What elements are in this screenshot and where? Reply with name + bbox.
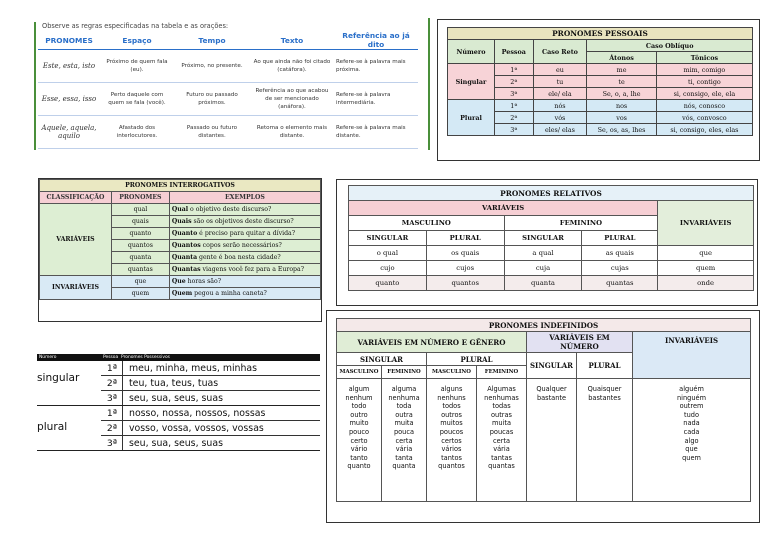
list-item: todas xyxy=(492,402,511,411)
table-cell: qual xyxy=(111,204,169,216)
person-cell: 2ª xyxy=(102,376,123,391)
table-cell: Ao que ainda não foi citado (catáfora). xyxy=(250,50,334,83)
table-cell: onde xyxy=(658,276,754,291)
header-cell: FEMININO xyxy=(504,216,658,231)
table-cell: nos xyxy=(587,100,656,112)
header-cell: Referência ao já dito xyxy=(334,31,418,50)
example-pronoun: Quais xyxy=(171,218,192,225)
table-cell: Próximo, no presente. xyxy=(174,50,250,83)
table-cell: Futuro ou passado próximos. xyxy=(174,83,250,116)
example-text: copos serão necessários? xyxy=(200,242,282,249)
table-cell: me xyxy=(587,64,656,76)
table-cell: quantas xyxy=(111,264,169,276)
table-cell: Se, os, as, lhes xyxy=(587,124,656,136)
header-cell: Átonos xyxy=(587,52,656,64)
list-cell xyxy=(337,379,382,502)
table-row xyxy=(37,421,320,436)
list-item: poucas xyxy=(489,427,514,436)
header-cell: Número xyxy=(448,40,495,64)
table-cell: tu xyxy=(533,76,587,88)
header-cell: Pessoa xyxy=(495,40,534,64)
example-text: horas são? xyxy=(185,278,222,285)
list-item: alguém xyxy=(679,385,704,393)
table-cell: si, consigo, ele, ela xyxy=(656,88,752,100)
list-item: Quaisquer xyxy=(587,385,622,393)
list-item: quem xyxy=(682,453,701,462)
table-cell: os quais xyxy=(426,246,504,261)
list-item: outro xyxy=(350,410,368,419)
list-item: bastante xyxy=(536,393,567,402)
header-cell: PRONOMES xyxy=(38,31,100,50)
header-cell: VARIÁVEIS EM NÚMERO E GÊNERO xyxy=(337,332,527,353)
table-cell: quais xyxy=(111,216,169,228)
list-item: outros xyxy=(441,410,462,419)
header-cell: INVARIÁVEIS xyxy=(633,332,751,379)
table-cell: 3ª xyxy=(495,124,534,136)
list-item: outra xyxy=(395,410,413,419)
table-cell: vós, convosco xyxy=(656,112,752,124)
list-item: toda xyxy=(396,402,412,411)
header-cell: INVARIÁVEIS xyxy=(658,201,754,246)
list-item: vária xyxy=(493,445,510,454)
group-label: singular xyxy=(37,372,80,384)
list-item: nenhum xyxy=(345,393,373,402)
list-item: nenhuma xyxy=(388,393,420,402)
example-pronoun: Quanta xyxy=(171,254,198,261)
header-cell: Caso Reto xyxy=(533,40,587,64)
forms-cell: seu, sua, seus, suas xyxy=(129,393,223,404)
table-cell: quantos xyxy=(111,240,169,252)
relativos-table xyxy=(348,185,754,291)
person-cell: 3ª xyxy=(102,391,123,406)
table-row xyxy=(37,406,320,421)
example-pronoun: Qual xyxy=(171,206,189,213)
table-cell: cujas xyxy=(582,261,658,276)
interrogativos-title: PRONOMES INTERROGATIVOS xyxy=(40,180,321,192)
table-row xyxy=(38,116,418,149)
table-row xyxy=(349,261,754,276)
list-item: outrem xyxy=(679,402,704,411)
header-cell: FEMININO xyxy=(477,366,527,379)
list-item: cada xyxy=(683,427,700,436)
table-cell: cujo xyxy=(349,261,427,276)
list-item: quanta xyxy=(392,462,416,471)
interrogativos-panel xyxy=(38,178,322,322)
list-item: tantos xyxy=(441,453,462,462)
example-cell xyxy=(169,288,320,300)
example-cell xyxy=(169,216,320,228)
table-cell: ele/ ela xyxy=(533,88,587,100)
table-cell: vos xyxy=(587,112,656,124)
person-cell: 3ª xyxy=(102,436,123,451)
header-cell: Tempo xyxy=(174,31,250,50)
table-cell: Perto daquele com quem se fala (você). xyxy=(100,83,174,116)
table-cell: cuja xyxy=(504,261,582,276)
table-row xyxy=(40,276,321,288)
table-cell: Retoma o elemento mais distante. xyxy=(250,116,334,149)
list-item: muitos xyxy=(440,419,463,428)
table-cell: eu xyxy=(533,64,587,76)
pronoun-cell: Aquele, aquela, aquilo xyxy=(38,116,100,149)
header-cell: SINGULAR xyxy=(504,231,582,246)
table-row xyxy=(40,204,321,216)
example-pronoun: Quantas xyxy=(171,266,201,273)
table-row xyxy=(349,276,754,291)
header-cell: Caso Oblíquo xyxy=(587,40,753,52)
table-cell: ti, contigo xyxy=(656,76,752,88)
table-row xyxy=(38,83,418,116)
person-cell: 2ª xyxy=(102,421,123,436)
list-item: vários xyxy=(441,445,462,454)
example-cell xyxy=(169,240,320,252)
group-label: Plural xyxy=(448,100,495,136)
table-cell: quanta xyxy=(111,252,169,264)
list-item: pouca xyxy=(393,427,415,436)
table-cell: quantas xyxy=(582,276,658,291)
list-item: quanto xyxy=(347,462,371,471)
list-item: quantas xyxy=(488,462,515,471)
list-item: algum xyxy=(348,385,370,393)
table-cell: Referência ao que acabou de ser mencionado (anáfora). xyxy=(250,83,334,116)
table-cell: Próximo de quem fala (eu). xyxy=(100,50,174,83)
list-item: vário xyxy=(350,445,368,454)
header-cell: SINGULAR xyxy=(527,353,577,379)
header-cell: VARIÁVEIS EM NÚMERO xyxy=(527,332,633,353)
list-item: nenhumas xyxy=(484,393,519,402)
list-cell xyxy=(527,379,577,502)
table-cell: Refere-se à palavra mais distante. xyxy=(334,116,418,149)
table-cell: 1ª xyxy=(495,64,534,76)
list-item: tudo xyxy=(684,410,699,419)
example-text: gente é boa nesta cidade? xyxy=(197,254,281,261)
header-cell: PLURAL xyxy=(582,231,658,246)
table-cell: 2ª xyxy=(495,76,534,88)
table-cell: o qual xyxy=(349,246,427,261)
list-item: Algumas xyxy=(487,385,516,393)
possessivos-header xyxy=(37,354,320,361)
example-pronoun: Quanto xyxy=(171,230,198,237)
header-cell: EXEMPLOS xyxy=(169,192,320,204)
table-cell: quem xyxy=(658,261,754,276)
demonstrativos-table xyxy=(38,31,418,149)
list-item: alguma xyxy=(391,385,417,393)
pronoun-cell: Esse, essa, isso xyxy=(38,83,100,116)
example-text: pegou a minha caneta? xyxy=(192,290,267,297)
table-cell: 2ª xyxy=(495,112,534,124)
list-item: Qualquer xyxy=(536,385,567,393)
list-item: certo xyxy=(350,436,368,445)
list-cell xyxy=(427,379,477,502)
table-cell: 3ª xyxy=(495,88,534,100)
example-pronoun: Quem xyxy=(171,290,193,297)
table-cell: cujos xyxy=(426,261,504,276)
list-cell xyxy=(477,379,527,502)
header-cell: PLURAL xyxy=(426,231,504,246)
header-cell: FEMININO xyxy=(382,366,427,379)
table-cell: a qual xyxy=(504,246,582,261)
list-item: tantas xyxy=(491,453,512,462)
list-item: muito xyxy=(349,419,369,428)
list-item: tanta xyxy=(395,453,413,462)
table-row xyxy=(37,372,320,391)
table-cell: que xyxy=(111,276,169,288)
forms-cell: vosso, vossa, vossos, vossas xyxy=(129,423,264,434)
person-cell: 1ª xyxy=(102,361,123,376)
table-row xyxy=(349,246,754,261)
example-pronoun: Quantos xyxy=(171,242,201,249)
table-cell: nós, conosco xyxy=(656,100,752,112)
table-cell: Afastado dos interlocutores. xyxy=(100,116,174,149)
table-row xyxy=(37,391,320,406)
group-label: VARIÁVEIS xyxy=(40,204,112,276)
possessivos-panel xyxy=(37,354,320,451)
list-item: muita xyxy=(491,419,512,428)
demonstrativos-panel xyxy=(38,22,424,149)
header-cell: CLASSIFICAÇÃO xyxy=(40,192,112,204)
list-item: bastantes xyxy=(588,393,621,402)
list-item: pouco xyxy=(348,427,370,436)
example-cell xyxy=(169,276,320,288)
example-cell xyxy=(169,228,320,240)
example-text: é preciso para quitar a dívida? xyxy=(197,230,296,237)
list-cell xyxy=(633,379,751,502)
table-cell: quem xyxy=(111,288,169,300)
demonstrativos-intro: Observe as regras especificadas na tabela e as orações: xyxy=(42,22,229,30)
table-cell: Se, o, a, lhe xyxy=(587,88,656,100)
list-item: certos xyxy=(441,436,462,445)
list-item: nenhuns xyxy=(437,393,466,402)
table-row xyxy=(448,64,753,76)
group-label: Singular xyxy=(448,64,495,100)
table-cell: quanto xyxy=(111,228,169,240)
table-cell: vós xyxy=(533,112,587,124)
table-cell: si, consigo, eles, elas xyxy=(656,124,752,136)
pessoais-title: PRONOMES PESSOAIS xyxy=(448,28,753,40)
person-cell: 1ª xyxy=(102,406,123,421)
forms-cell: seu, sua, seus, suas xyxy=(129,438,223,449)
example-cell xyxy=(169,264,320,276)
header-cell: PLURAL xyxy=(577,353,633,379)
header-cell: PRONOMES xyxy=(111,192,169,204)
interrogativos-table xyxy=(39,179,321,300)
list-item: vária xyxy=(395,445,413,454)
list-item: outras xyxy=(491,410,512,419)
table-cell: que xyxy=(658,246,754,261)
header-cell: Texto xyxy=(250,31,334,50)
list-item: que xyxy=(685,445,698,454)
example-pronoun: Que xyxy=(171,278,186,285)
table-cell: as quais xyxy=(582,246,658,261)
table-cell: Refere-se à palavra intermediária. xyxy=(334,83,418,116)
list-item: quantos xyxy=(438,462,465,471)
example-text: o objetivo deste discurso? xyxy=(188,206,272,213)
list-item: todos xyxy=(442,402,461,411)
relativos-panel xyxy=(336,179,758,306)
list-item: ninguém xyxy=(676,393,707,402)
header-cell: MASCULINO xyxy=(349,216,505,231)
divider-line xyxy=(34,22,36,150)
list-cell xyxy=(577,379,633,502)
pronoun-cell: Este, esta, isto xyxy=(38,50,100,83)
header-cell: Número xyxy=(39,355,57,360)
table-cell: Refere-se à palavra mais próxima. xyxy=(334,50,418,83)
table-row xyxy=(37,436,320,451)
indefinidos-title: PRONOMES INDEFINIDOS xyxy=(337,319,751,332)
pessoais-panel xyxy=(437,19,760,161)
list-item: certa xyxy=(492,436,511,445)
header-cell: VARIÁVEIS xyxy=(349,201,658,216)
list-cell xyxy=(382,379,427,502)
table-row xyxy=(337,379,751,502)
forms-cell: meu, minha, meus, minhas xyxy=(129,363,258,374)
header-cell: Tônicos xyxy=(656,52,752,64)
group-label: plural xyxy=(37,421,68,433)
list-item: muita xyxy=(394,419,414,428)
table-row xyxy=(37,361,320,376)
group-label: INVARIÁVEIS xyxy=(40,276,112,300)
list-item: tanto xyxy=(350,453,368,462)
forms-cell: nosso, nossa, nossos, nossas xyxy=(129,408,266,419)
example-text: viagens você fez para a Europa? xyxy=(200,266,305,273)
example-cell xyxy=(169,204,320,216)
list-item: nada xyxy=(683,419,700,428)
header-cell: SINGULAR xyxy=(349,231,427,246)
table-cell: eles/ elas xyxy=(533,124,587,136)
table-cell: nós xyxy=(533,100,587,112)
table-cell: 1ª xyxy=(495,100,534,112)
header-cell: Pessoa xyxy=(103,355,119,360)
list-item: alguns xyxy=(440,385,463,393)
table-cell: Passado ou futuro distantes. xyxy=(174,116,250,149)
list-item: poucos xyxy=(439,427,464,436)
header-cell: Espaço xyxy=(100,31,174,50)
table-cell: quanto xyxy=(349,276,427,291)
indefinidos-panel xyxy=(326,310,760,523)
table-cell: te xyxy=(587,76,656,88)
header-cell: Pronomes Possessivos xyxy=(121,355,170,360)
list-item: todo xyxy=(351,402,367,411)
table-row xyxy=(448,100,753,112)
example-text: são os objetivos deste discurso? xyxy=(191,218,294,225)
relativos-title: PRONOMES RELATIVOS xyxy=(349,186,754,201)
pessoais-table xyxy=(447,27,753,136)
table-cell: mim, comigo xyxy=(656,64,752,76)
header-cell: SINGULAR xyxy=(337,353,427,366)
demonstrativos-header-row xyxy=(38,31,418,50)
header-cell: MASCULINO xyxy=(427,366,477,379)
header-cell: PLURAL xyxy=(427,353,527,366)
table-row xyxy=(38,50,418,83)
list-item: algo xyxy=(684,436,699,445)
example-cell xyxy=(169,252,320,264)
list-item: certa xyxy=(395,436,413,445)
divider-line xyxy=(428,18,430,150)
forms-cell: teu, tua, teus, tuas xyxy=(129,378,219,389)
indefinidos-table xyxy=(336,318,751,502)
header-cell: MASCULINO xyxy=(337,366,382,379)
group-divider xyxy=(37,450,320,451)
table-cell: quanta xyxy=(504,276,582,291)
table-cell: quantos xyxy=(426,276,504,291)
